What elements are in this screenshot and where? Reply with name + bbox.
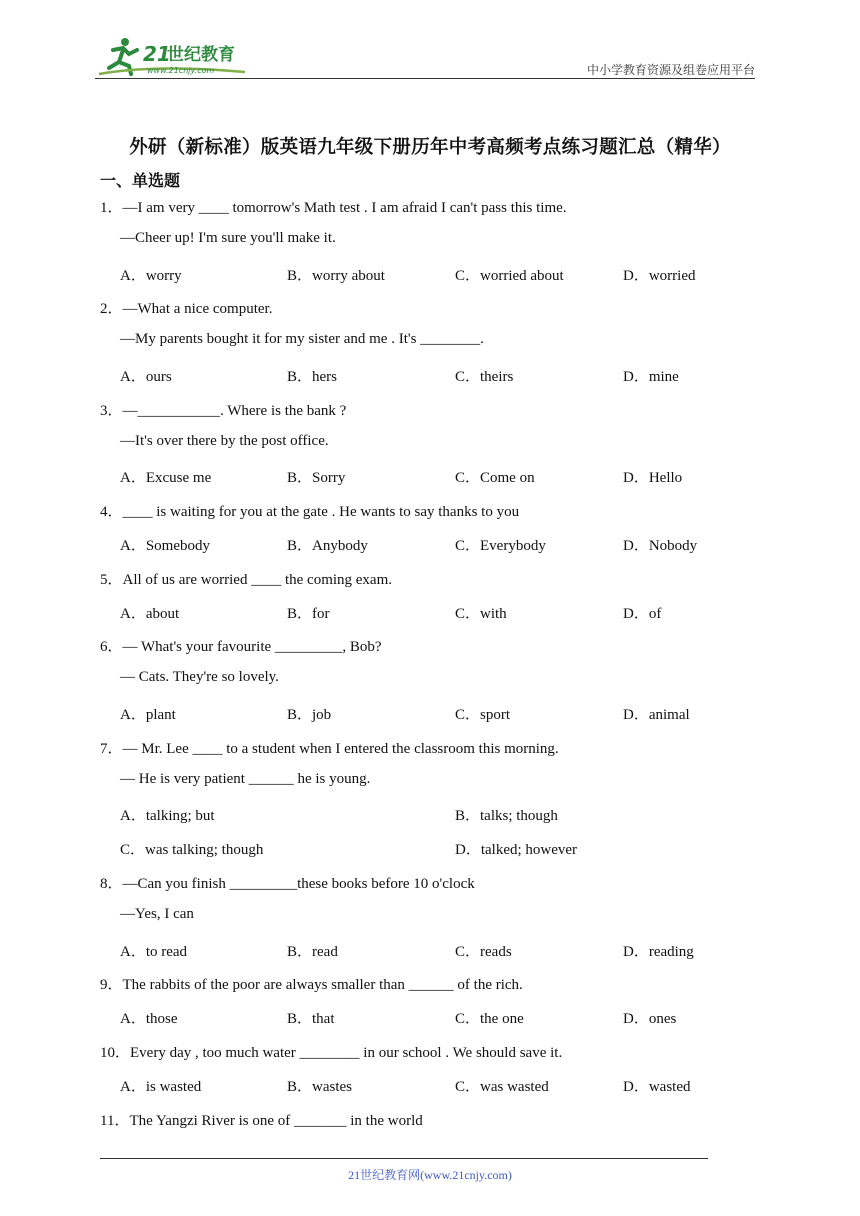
- answer-option[interactable]: B．wastes: [287, 1078, 352, 1095]
- answer-option[interactable]: A．worry: [120, 267, 182, 284]
- header-divider: [95, 78, 755, 79]
- answer-option[interactable]: C．was talking; though: [120, 842, 264, 859]
- answer-option[interactable]: C．sport: [455, 707, 511, 723]
- answer-option[interactable]: D．Hello: [623, 470, 683, 487]
- svg-text:世纪教育: 世纪教育: [167, 45, 235, 65]
- answer-option[interactable]: D．animal: [623, 707, 690, 723]
- answer-option[interactable]: C．the one: [455, 1011, 524, 1028]
- answer-option[interactable]: A．plant: [120, 707, 176, 723]
- answer-option[interactable]: A．talking; but: [120, 808, 215, 825]
- answer-option[interactable]: C．Everybody: [455, 538, 546, 554]
- footer-divider: [100, 1158, 708, 1159]
- footer-link[interactable]: 21世纪教育网(www.21cnjy.com): [348, 1168, 512, 1182]
- question-stem: 6．— What's your favourite _________, Bob?: [100, 639, 382, 656]
- answer-option[interactable]: B．read: [287, 943, 338, 960]
- answer-option[interactable]: A．to read: [120, 943, 188, 960]
- answer-option[interactable]: B．job: [287, 707, 332, 723]
- page-header: [95, 30, 755, 78]
- question-stem: 9．The rabbits of the poor are always smaller than ______ of the rich.: [100, 977, 523, 994]
- question-dialogue-line: —It's over there by the post office.: [120, 432, 329, 449]
- question-stem: 4．____ is waiting for you at the gate . He wants to say thanks to you: [100, 504, 520, 521]
- question-stem: 5．All of us are worried ____ the coming exam.: [100, 571, 393, 588]
- svg-text:www.21cnjy.com: www.21cnjy.com: [147, 66, 215, 75]
- question-dialogue-line: — He is very patient ______ he is young.: [120, 770, 371, 787]
- question-stem: 1．—I am very ____ tomorrow's Math test . I am afraid I can't pass this time.: [100, 200, 567, 216]
- answer-option[interactable]: D．reading: [623, 943, 694, 960]
- question-stem: 8．—Can you finish _________these books before 10 o'clock: [100, 876, 475, 892]
- answer-option[interactable]: D．talked; however: [455, 842, 578, 859]
- answer-option[interactable]: C．worried about: [455, 267, 564, 284]
- answer-option[interactable]: D．Nobody: [623, 538, 698, 554]
- section-heading: 一、单选题: [100, 171, 181, 190]
- question-dialogue-line: —Cheer up! I'm sure you'll make it.: [120, 229, 336, 246]
- answer-option[interactable]: B．for: [287, 605, 330, 622]
- answer-option[interactable]: D．of: [623, 605, 662, 622]
- answer-option[interactable]: B．talks; though: [455, 808, 558, 825]
- platform-name: 中小学教育资源及组卷应用平台: [586, 63, 755, 77]
- answer-option[interactable]: A．Excuse me: [120, 470, 212, 487]
- answer-option[interactable]: D．ones: [623, 1011, 677, 1028]
- answer-option[interactable]: D．worried: [623, 267, 696, 284]
- answer-option[interactable]: C．theirs: [455, 369, 514, 385]
- answer-option[interactable]: B．Anybody: [287, 538, 368, 554]
- answer-option[interactable]: B．hers: [287, 369, 337, 385]
- answer-option[interactable]: D．wasted: [623, 1078, 691, 1095]
- question-stem: 2．—What a nice computer.: [100, 301, 273, 318]
- document-title: 外研（新标准）版英语九年级下册历年中考高频考点练习题汇总（精华）: [129, 137, 731, 158]
- question-dialogue-line: —Yes, I can: [120, 905, 194, 922]
- answer-option[interactable]: C．reads: [455, 943, 512, 960]
- answer-option[interactable]: C．was wasted: [455, 1078, 549, 1095]
- 21cnjy-logo: [95, 34, 265, 78]
- answer-option[interactable]: A．Somebody: [120, 538, 211, 554]
- svg-text:21: 21: [143, 42, 171, 66]
- answer-option[interactable]: C．Come on: [455, 470, 535, 487]
- question-stem: 11．The Yangzi River is one of _______ in the world: [100, 1112, 423, 1129]
- question-dialogue-line: — Cats. They're so lovely.: [120, 669, 279, 686]
- question-stem: 3．—___________. Where is the bank ?: [100, 402, 347, 419]
- question-stem: 7．— Mr. Lee ____ to a student when I entered the classroom this morning.: [100, 740, 559, 757]
- answer-option[interactable]: B．worry about: [287, 267, 385, 284]
- question-stem: 10．Every day , too much water ________ in our school . We should save it.: [100, 1045, 563, 1061]
- answer-option[interactable]: B．that: [287, 1011, 335, 1028]
- answer-option[interactable]: A．is wasted: [120, 1078, 202, 1095]
- answer-option[interactable]: D．mine: [623, 369, 679, 385]
- answer-option[interactable]: A．about: [120, 605, 180, 622]
- answer-option[interactable]: A．those: [120, 1011, 178, 1028]
- answer-option[interactable]: A．ours: [120, 369, 172, 385]
- answer-option[interactable]: B．Sorry: [287, 470, 346, 487]
- answer-option[interactable]: C．with: [455, 605, 507, 622]
- question-dialogue-line: —My parents bought it for my sister and me . It's ________.: [120, 331, 484, 348]
